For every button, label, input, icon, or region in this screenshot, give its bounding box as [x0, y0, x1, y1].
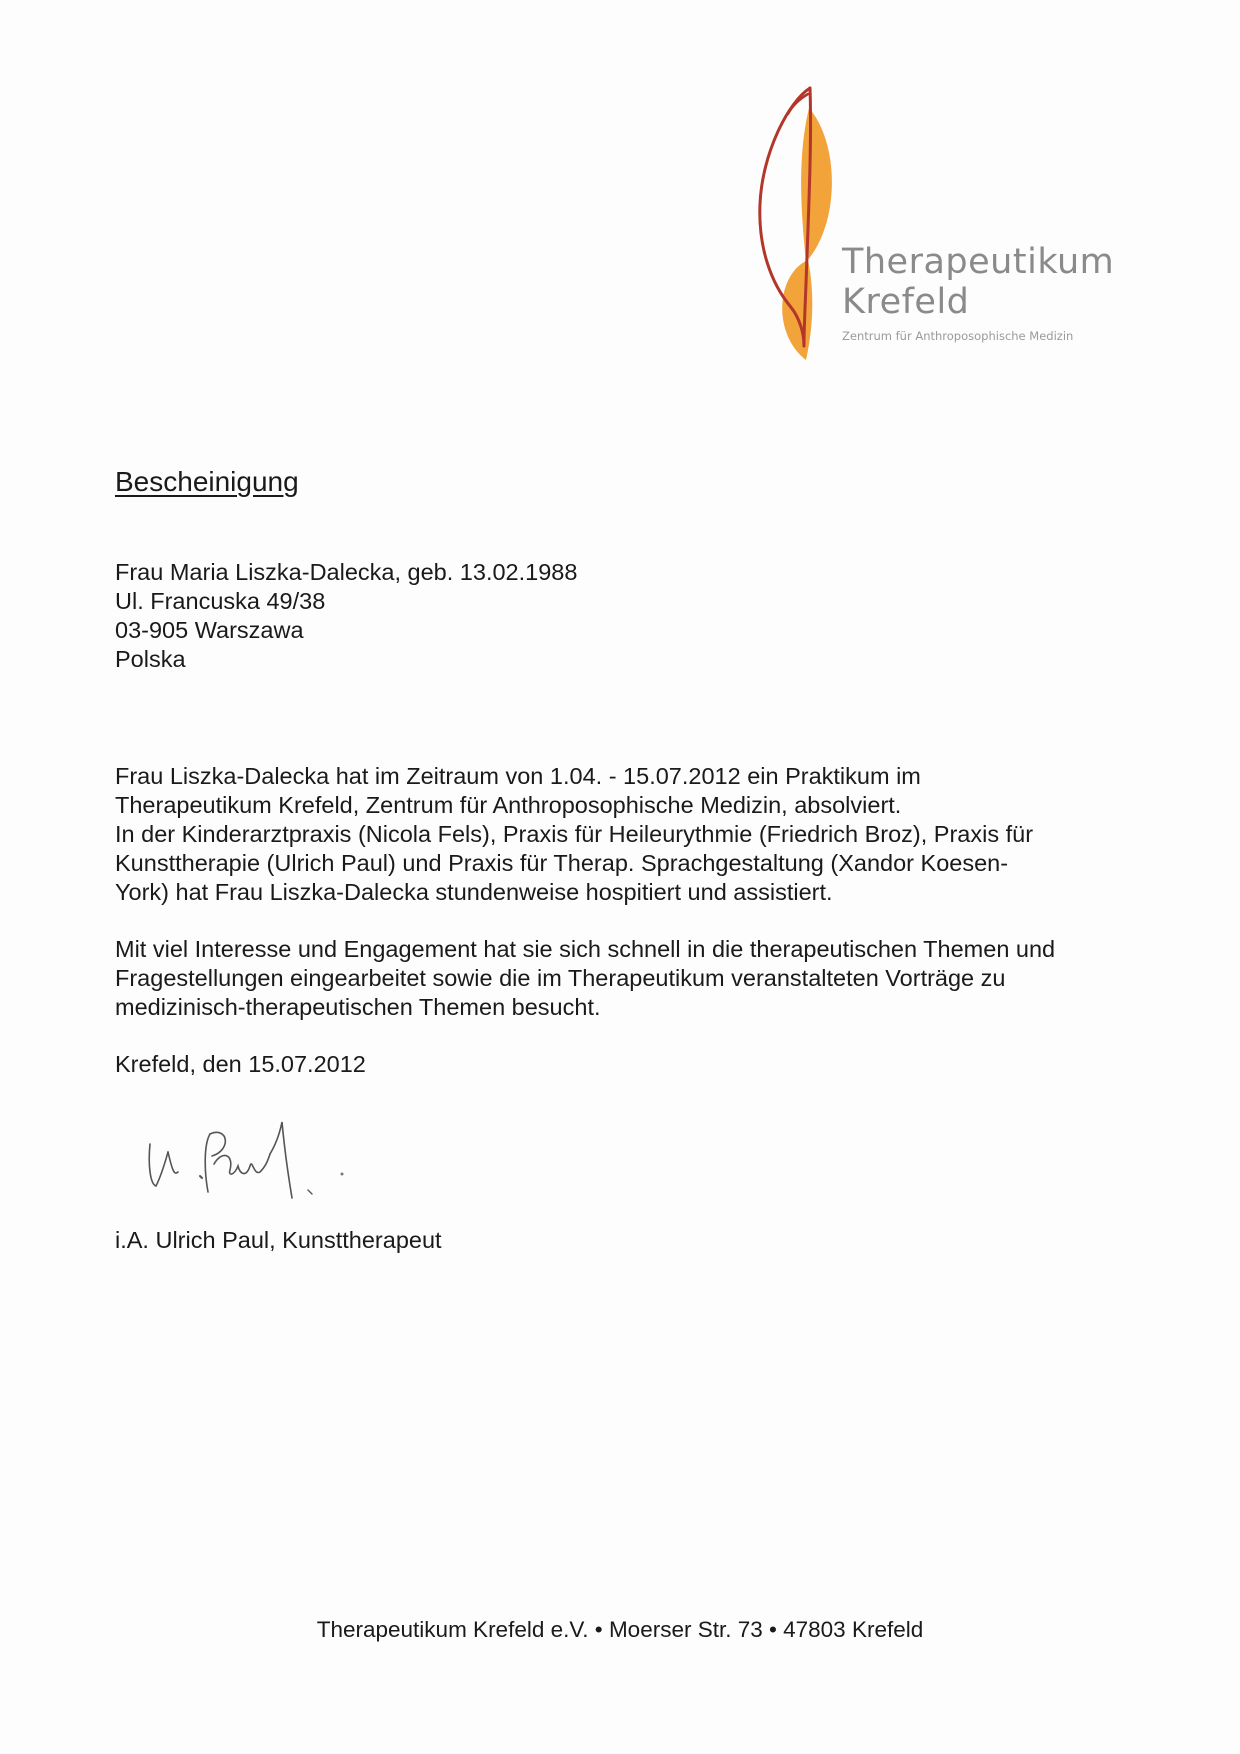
signer — [115, 1226, 442, 1255]
recipient-line: 03-905 Warszawa — [115, 617, 304, 643]
recipient-line: Polska — [115, 646, 186, 672]
paragraph-line: In der Kinderarztpraxis (Nicola Fels), Praxis für Heileurythmie (Friedrich Broz), Praxis für — [115, 821, 1034, 847]
letterhead-name-line2: Krefeld — [842, 282, 970, 322]
place-date — [115, 1050, 366, 1079]
paragraph-line: Therapeutikum Krefeld, Zentrum für Anthroposophische Medizin, absolviert. — [115, 792, 902, 818]
recipient-line: Frau Maria Liszka-Dalecka, geb. 13.02.1988 — [115, 559, 578, 585]
recipient-address — [115, 558, 577, 674]
footer-address: Therapeutikum Krefeld e.V. • Moerser Str. 73 • 47803 Krefeld — [316, 1617, 924, 1642]
letterhead-name-line1: Therapeutikum — [842, 242, 1115, 282]
paragraph-line: Mit viel Interesse und Engagement hat sie sich schnell in die therapeutischen Themen und — [115, 936, 1056, 962]
signer-text: i.A. Ulrich Paul, Kunsttherapeut — [115, 1227, 442, 1253]
letterhead — [842, 242, 1114, 343]
body-paragraph-2 — [115, 935, 1055, 1022]
paragraph-line: York) hat Frau Liszka-Dalecka stundenweise hospitiert und assistiert. — [115, 879, 833, 905]
paragraph-line: Kunsttherapie (Ulrich Paul) und Praxis für Therap. Sprachgestaltung (Xandor Koesen- — [115, 850, 1009, 876]
paragraph-line: Fragestellungen eingearbeitet sowie die im Therapeutikum veranstalteten Vorträge zu — [115, 965, 1006, 991]
place-date-text: Krefeld, den 15.07.2012 — [115, 1051, 366, 1077]
letterhead-subtitle: Zentrum für Anthroposophische Medizin — [842, 329, 1074, 343]
paragraph-line: medizinisch-therapeutischen Themen besucht. — [115, 994, 601, 1020]
therapeutikum-logo-icon — [748, 84, 844, 366]
document-title: Bescheinigung — [115, 466, 299, 497]
logo-orange-leaf-upper-icon — [801, 108, 832, 262]
body-paragraph-1 — [115, 762, 1033, 907]
handwritten-signature — [142, 1114, 402, 1214]
recipient-line: Ul. Francuska 49/38 — [115, 588, 326, 614]
paragraph-line: Frau Liszka-Dalecka hat im Zeitraum von 1.04. - 15.07.2012 ein Praktikum im — [115, 763, 921, 789]
